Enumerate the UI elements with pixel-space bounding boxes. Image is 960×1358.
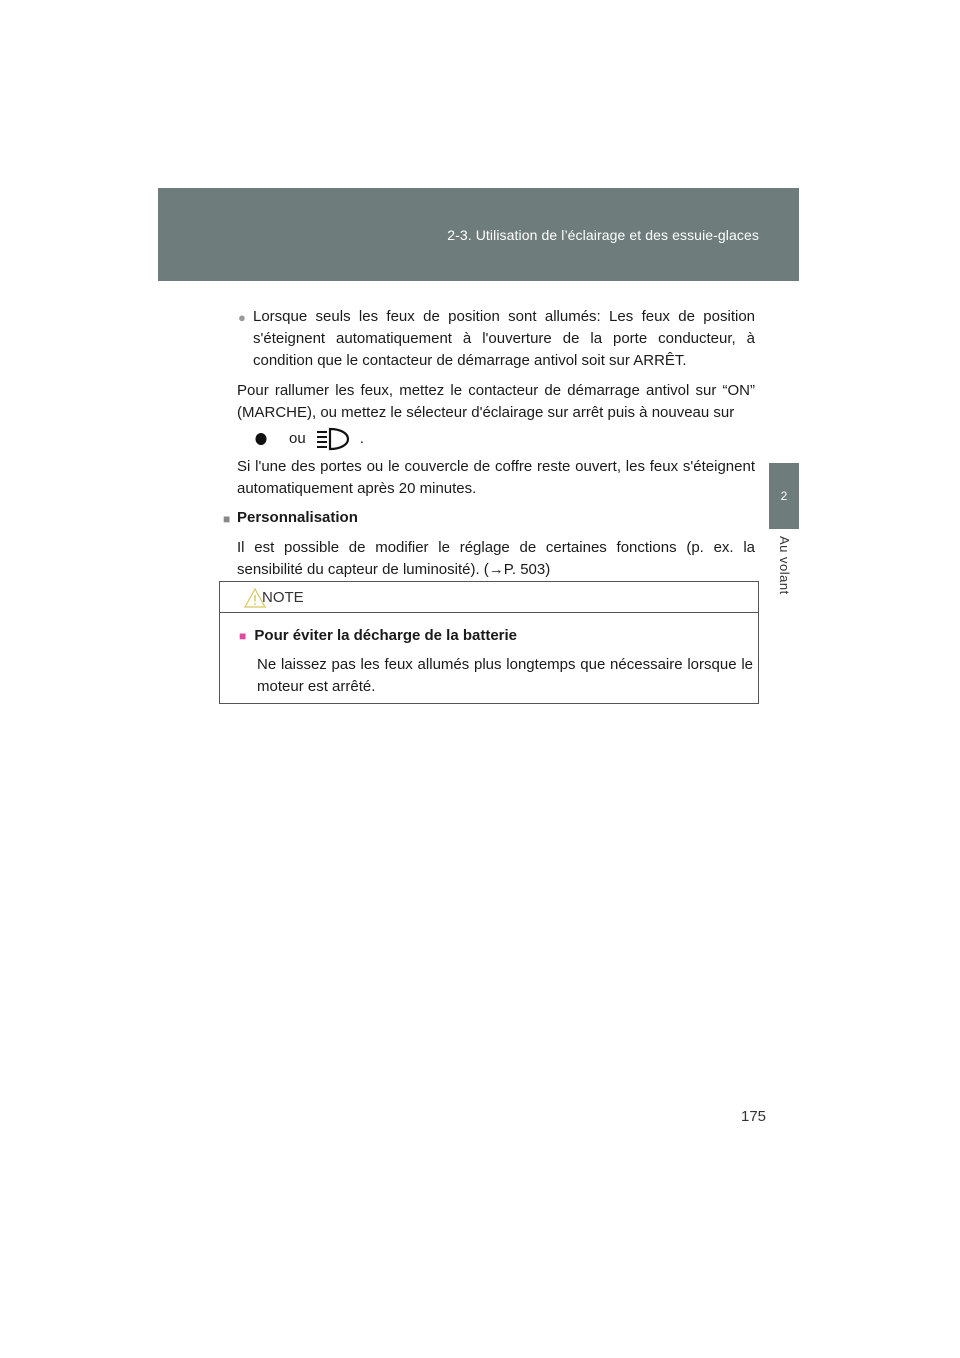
note-text: Ne laissez pas les feux allumés plus longtemps que nécessaire lorsque le moteur est arrêté.: [257, 656, 753, 695]
customization-paragraph: Il est possible de modifier le réglage de certaines fonctions (p. ex. la sensibilité du capteur de luminosité). (→P. 503): [237, 539, 755, 578]
chapter-number: 2: [780, 489, 788, 503]
period-text: .: [359, 430, 364, 447]
page-number: 175: [741, 1108, 767, 1125]
note-title: NOTE: [262, 589, 304, 606]
note-subheading: ■ Pour éviter la décharge de la batterie: [239, 627, 518, 644]
light-switch-icons-line: [255, 426, 755, 452]
pink-square-bullet-icon: ■: [239, 629, 247, 643]
square-bullet-icon: ■: [223, 512, 231, 526]
note-box: [219, 581, 759, 704]
note-body: [220, 613, 758, 698]
headlight-icon: [314, 426, 352, 452]
or-text: ou: [289, 430, 306, 447]
section-title: 2-3. Utilisation de l’éclairage et des essuie-glaces: [447, 227, 759, 243]
customization-heading: ■ Personnalisation: [237, 507, 755, 529]
bullet-paragraph: [237, 306, 755, 372]
section-header-band: [158, 188, 799, 281]
chapter-label: Au volant: [777, 536, 792, 595]
relight-paragraph: Pour rallumer les feux, mettez le contacteur de démarrage antivol sur “ON” (MARCHE), ou mettez le sélecteur d'éclairage sur arrêt puis à nouveau sur: [237, 382, 755, 421]
chapter-tab: [769, 463, 799, 529]
note-header: [220, 582, 758, 613]
bullet-text: Lorsque seuls les feux de position sont allumés: Les feux de position s'éteignent automatiquement à l'ouverture de la porte conducteur, à condition que le contacteur de démarrage antivol soit sur ARRÊT.: [253, 308, 755, 369]
bullet-dot-icon: ●: [238, 310, 246, 325]
auto-off-paragraph: Si l'une des portes ou le couvercle de coffre reste ouvert, les feux s'éteignent automatiquement après 20 minutes.: [237, 458, 755, 497]
main-content: [223, 306, 755, 581]
parking-light-icon: [255, 431, 269, 447]
